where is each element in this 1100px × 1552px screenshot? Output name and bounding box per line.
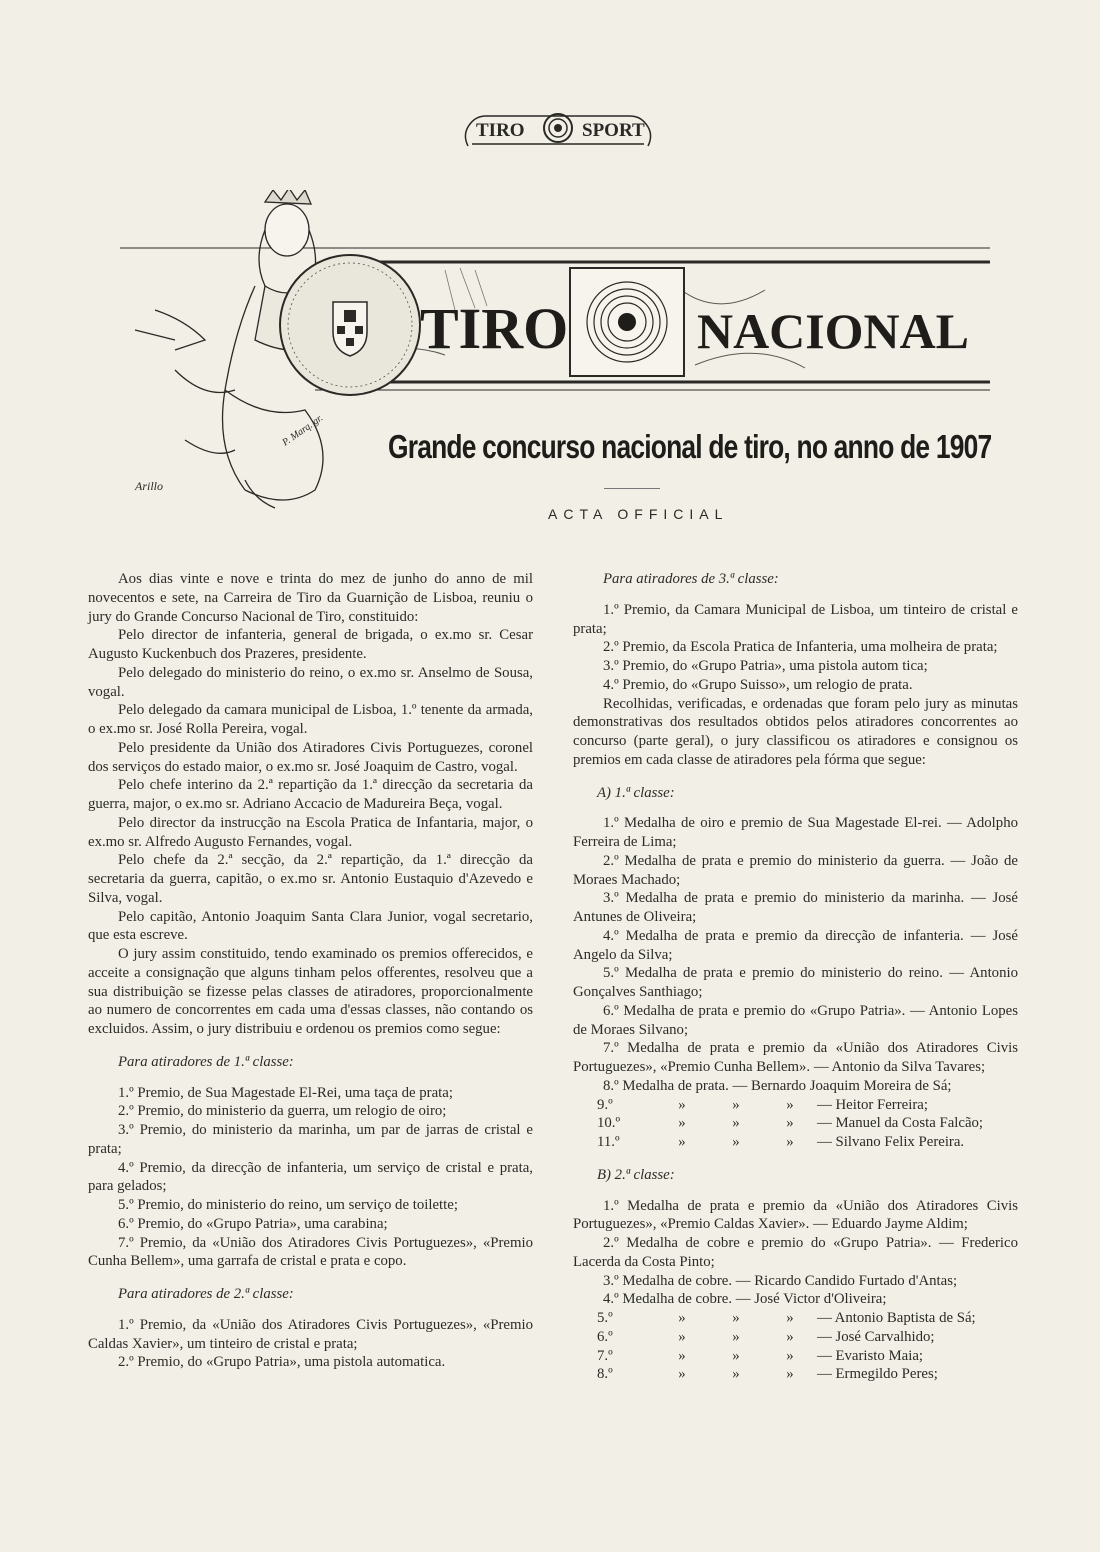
list-item: 2.º Medalha de cobre e premio do «Grupo Patria». — Frederico Lacerda da Costa Pinto; — [573, 1235, 1018, 1270]
ditto-mark: » — [678, 1328, 686, 1345]
engraver-signature: P. Marq. gr. — [280, 412, 326, 449]
list-item: 4.º Premio, do «Grupo Suisso», um relogio de prata. — [603, 676, 913, 693]
target-icon — [570, 268, 684, 376]
ditto-mark: » — [732, 1115, 740, 1132]
ditto-name: — Antonio Baptista de Sá; — [817, 1310, 976, 1326]
ditto-mark: » — [732, 1096, 740, 1113]
right-column — [573, 570, 1018, 1384]
ditto-row — [573, 1309, 1018, 1328]
section-b-heading: B) 2.ª classe: — [597, 1166, 675, 1183]
paragraph: Pelo presidente da União dos Atiradores Civis Portuguezes, coronel dos serviços do estado maior, o ex.mo sr. José Joaquim de Castro, vogal. — [88, 739, 533, 775]
list-item: 6.º Medalha de prata e premio do «Grupo Patria». — Antonio Lopes de Moraes Silvano; — [573, 1002, 1018, 1038]
paragraph: Pelo director de infanteria, general de brigada, o ex.mo sr. Cesar Augusto Kuckenbuch dos Prazeres, presidente. — [88, 627, 533, 662]
ditto-mark: » — [678, 1134, 686, 1150]
ditto-mark: » — [786, 1096, 794, 1113]
shield-icon — [280, 255, 420, 395]
banner-illustration — [115, 190, 995, 520]
list-item: 4.º Medalha de prata e premio da direcção de infanteria. — José Angelo da Silva; — [573, 927, 1018, 963]
ditto-mark: » — [732, 1347, 740, 1364]
list-item: 3.º Premio, do ministerio da marinha, um par de jarras de cristal e prata; — [88, 1122, 533, 1157]
ditto-mark: » — [786, 1134, 794, 1150]
left-column — [88, 570, 533, 1372]
list-item: 1.º Premio, de Sua Magestade El-Rei, uma taça de prata; — [118, 1084, 453, 1101]
list-item: 1.º Premio, da «União dos Atiradores Civis Portuguezes», «Premio Caldas Xavier», um tinteiro de cristal e prata; — [88, 1316, 533, 1352]
ditto-row — [573, 1114, 1018, 1133]
paragraph: Aos dias vinte e nove e trinta do mez de junho do anno de mil novecentos e sete, na Carreira de Tiro da Guarnição de Lisboa, reuniu o jury do Grande Concurso Nacional de Tiro, constituido: — [88, 571, 533, 625]
ditto-row — [573, 1096, 1018, 1115]
ditto-name: — Ermegildo Peres; — [817, 1366, 938, 1383]
ditto-mark: » — [786, 1347, 794, 1364]
list-item: 5.º Medalha de prata e premio do ministerio do reino. — Antonio Gonçalves Santhiago; — [573, 965, 1018, 1000]
ditto-ordinal: 10.º — [597, 1115, 621, 1132]
ditto-row — [573, 1365, 1018, 1384]
section-subtitle: ACTA OFFICIAL — [548, 506, 729, 522]
ditto-mark: » — [732, 1310, 740, 1326]
list-item: 6.º Premio, do «Grupo Patria», uma carabina; — [118, 1215, 388, 1232]
ditto-name: — José Carvalhido; — [817, 1328, 935, 1345]
list-item: 3.º Medalha de prata e premio do ministerio da marinha. — José Antunes de Oliveira; — [573, 890, 1018, 925]
ditto-row — [573, 1133, 1018, 1152]
list-item: 1.º Premio, da Camara Municipal de Lisboa, um tinteiro de cristal e prata; — [573, 601, 1018, 637]
paragraph: Pelo chefe interino da 2.ª repartição da 1.ª direcção da secretaria da guerra, major, o ex.mo sr. Adriano Accacio de Madureira Beça, vogal. — [88, 777, 533, 812]
list-item: 2.º Medalha de prata e premio do ministerio da guerra. — João de Moraes Machado; — [573, 852, 1018, 888]
ditto-name: — Heitor Ferreira; — [817, 1096, 928, 1113]
masthead-left-word: TIRO — [476, 120, 525, 141]
masthead-right-word: SPORT — [582, 120, 645, 141]
ditto-ordinal: 9.º — [597, 1096, 613, 1113]
ditto-mark: » — [732, 1366, 740, 1383]
ditto-mark: » — [732, 1328, 740, 1345]
paragraph: Pelo chefe da 2.ª secção, da 2.ª repartição, da 1.ª direcção da secretaria da guerra, capitão, o ex.mo sr. Antonio Eustaquio d'Azevedo e Silva, vogal. — [88, 852, 533, 906]
ditto-mark: » — [678, 1096, 686, 1113]
list-item: 4.º Premio, da direcção de infanteria, um serviço de cristal e prata, para gelados; — [88, 1159, 533, 1195]
ditto-mark: » — [678, 1115, 686, 1132]
ditto-mark: » — [678, 1366, 686, 1383]
class1-heading: Para atiradores de 1.ª classe: — [118, 1053, 294, 1070]
ditto-mark: » — [786, 1366, 794, 1383]
ditto-mark: » — [678, 1310, 686, 1326]
ditto-mark: » — [786, 1310, 794, 1326]
list-item: 1.º Medalha de prata e premio da «União dos Atiradores Civis Portuguezes», «Premio Caldas Xavier». — Eduardo Jayme Aldim; — [573, 1197, 1018, 1233]
list-item: 3.º Medalha de cobre. — Ricardo Candido Furtado d'Antas; — [603, 1272, 958, 1289]
ditto-ordinal: 8.º — [597, 1366, 613, 1383]
ditto-row — [573, 1347, 1018, 1366]
ditto-name: — Silvano Felix Pereira. — [817, 1134, 965, 1150]
banner-word-right: NACIONAL — [697, 303, 969, 359]
list-item: 7.º Medalha de prata e premio da «União dos Atiradores Civis Portuguezes», «Premio Cunha Bellem». — Antonio da Silva Tavares; — [573, 1040, 1018, 1075]
paragraph: Recolhidas, verificadas, e ordenadas que foram pelo jury as minutas demonstrativas dos resultados obtidos pelos atiradores concorrentes ao concurso (parte geral), o jury classificou os atiradores e consignou os premios em cada classe de atiradores pela fórma que segue: — [573, 695, 1018, 768]
page-title: Grande concurso nacional de tiro, no anno de 1907 — [388, 428, 992, 465]
paragraph: Pelo delegado do ministerio do reino, o ex.mo sr. Anselmo de Sousa, vogal. — [88, 664, 533, 700]
list-item: 2.º Premio, da Escola Pratica de Infanteria, uma molheira de prata; — [603, 639, 998, 656]
artist-signature: Arillo — [135, 479, 164, 493]
list-item: 4.º Medalha de cobre. — José Victor d'Oliveira; — [603, 1291, 887, 1308]
masthead-logo — [462, 104, 654, 154]
ditto-ordinal: 7.º — [597, 1347, 613, 1364]
ditto-name: — Evaristo Maia; — [817, 1347, 924, 1364]
list-item: 2.º Premio, do «Grupo Patria», uma pistola automatica. — [118, 1354, 446, 1371]
banner-word-left: TIRO — [420, 296, 569, 361]
list-item: 8.º Medalha de prata. — Bernardo Joaquim Moreira de Sá; — [603, 1077, 952, 1094]
paragraph: Pelo capitão, Antonio Joaquim Santa Clara Junior, vogal secretario, que esta escreve. — [88, 908, 533, 944]
section-a-heading: A) 1.ª classe: — [597, 784, 675, 801]
ditto-mark: » — [786, 1115, 794, 1132]
list-item: 3.º Premio, do «Grupo Patria», uma pistola autom tica; — [603, 658, 928, 674]
class3-heading: Para atiradores de 3.ª classe: — [603, 571, 779, 587]
paragraph: Pelo delegado da camara municipal de Lisboa, 1.º tenente da armada, o ex.mo sr. José Rolla Pereira, vogal. — [88, 702, 533, 737]
list-item: 7.º Premio, da «União dos Atiradores Civis Portuguezes», «Premio Cunha Bellem», uma garrafa de cristal e prata e copo. — [88, 1234, 533, 1270]
list-item: 2.º Premio, do ministerio da guerra, um relogio de oiro; — [118, 1103, 447, 1120]
ditto-row — [573, 1328, 1018, 1347]
list-item: 5.º Premio, do ministerio do reino, um serviço de toilette; — [118, 1197, 458, 1213]
ditto-mark: » — [678, 1347, 686, 1364]
ditto-name: — Manuel da Costa Falcão; — [817, 1115, 984, 1132]
ditto-ordinal: 6.º — [597, 1328, 613, 1345]
class2-heading: Para atiradores de 2.ª classe: — [118, 1286, 294, 1302]
ditto-ordinal: 5.º — [597, 1310, 613, 1326]
ditto-ordinal: 11.º — [597, 1134, 620, 1150]
paragraph: Pelo director da instrucção na Escola Pratica de Infantaria, major, o ex.mo sr. Alfredo Augusto Fernandes, vogal. — [88, 814, 533, 850]
ditto-mark: » — [732, 1134, 740, 1150]
divider — [604, 488, 660, 489]
paragraph: O jury assim constituido, tendo examinado os premios offerecidos, e acceite a consignação que alguns tinham pelos offerentes, resolveu que a sua distribuição se fizesse pelas classes de atiradores, proporcionalmente ao numero de concorrentes em cada uma d'essas classes, não contando os excluidos. Assim, o jury distribuiu e ordenou os premios como segue: — [88, 946, 533, 1037]
list-item: 1.º Medalha de oiro e premio de Sua Magestade El-rei. — Adolpho Ferreira de Lima; — [573, 815, 1018, 850]
ditto-mark: » — [786, 1328, 794, 1345]
